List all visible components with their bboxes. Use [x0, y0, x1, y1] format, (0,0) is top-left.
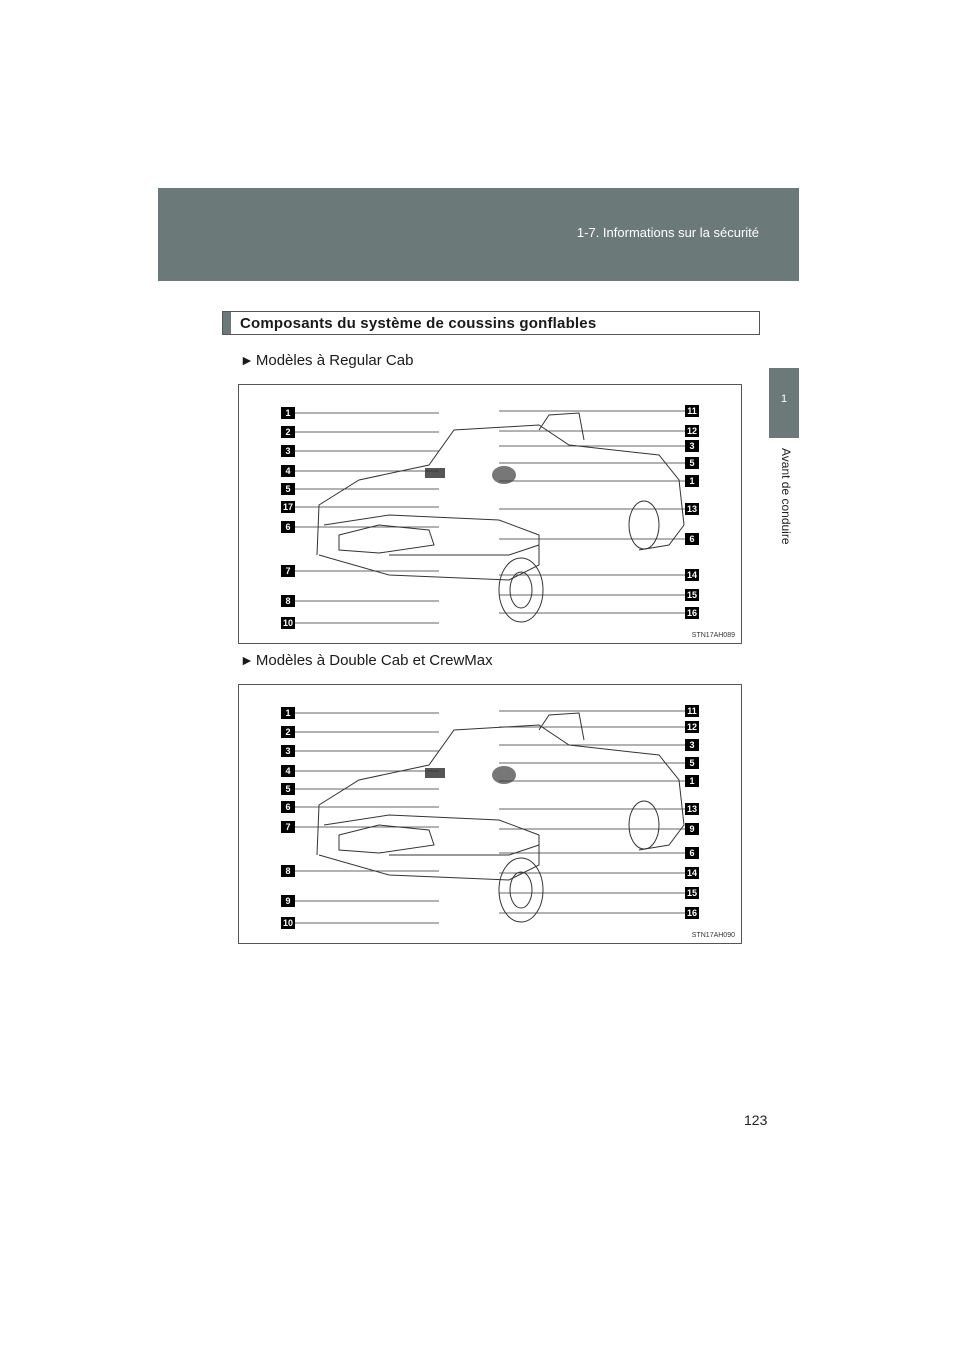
chapter-tab — [769, 368, 799, 438]
model-label-text: Modèles à Regular Cab — [255, 352, 414, 369]
truck-illustration — [239, 385, 741, 643]
truck-body-outline — [317, 725, 684, 855]
callout-label: 12 — [686, 722, 697, 732]
callout-label: 6 — [685, 533, 699, 545]
rear-wheel — [629, 801, 659, 849]
grille-outline — [339, 525, 434, 553]
truck-illustration — [239, 685, 741, 943]
rear-wheel — [629, 501, 659, 549]
header-band — [158, 188, 799, 281]
grille-outline — [339, 825, 434, 853]
callout-label: 5 — [281, 483, 295, 495]
chapter-title: Avant de conduire — [779, 448, 793, 545]
callout-label: 14 — [686, 570, 697, 580]
callout-label: 6 — [281, 801, 295, 813]
callout-label: 2 — [281, 426, 295, 438]
callout-label: 7 — [281, 565, 295, 577]
section-heading-text: Composants du système de coussins gonflables — [240, 314, 597, 332]
callout-label: 15 — [686, 888, 697, 898]
truck-front-outline — [319, 815, 539, 880]
heading-marker — [223, 312, 231, 334]
image-code: STN17AH089 — [691, 632, 735, 639]
chapter-number: 1 — [780, 393, 788, 405]
callout-label: 4 — [281, 465, 295, 477]
airbag-diagram-regular-cab — [238, 384, 742, 644]
callout-label: 3 — [685, 739, 699, 751]
sensor-block — [425, 768, 445, 778]
callout-label: 1 — [685, 475, 699, 487]
callout-label: 11 — [685, 705, 699, 717]
callout-label: 8 — [281, 865, 295, 877]
section-title: 1-7. Informations sur la sécurité — [576, 225, 759, 240]
callout-label: 8 — [281, 595, 295, 607]
callout-label: 6 — [685, 847, 699, 859]
callout-label: 3 — [685, 440, 699, 452]
callout-label: 4 — [281, 765, 295, 777]
callout-label: 13 — [686, 504, 697, 514]
callout-label: 2 — [281, 726, 295, 738]
callout-label: 11 — [685, 405, 699, 417]
callout-label: 13 — [686, 804, 697, 814]
truck-body-outline — [317, 425, 684, 555]
pointer-arrow-icon: ► — [240, 652, 254, 668]
airbag-diagram-double-cab — [238, 684, 742, 944]
callout-label: 17 — [282, 502, 293, 512]
page-number: 123 — [744, 1112, 768, 1128]
model-label-double — [240, 652, 493, 669]
front-wheel-hub — [510, 572, 532, 608]
callout-label: 10 — [282, 918, 293, 928]
callout-label: 12 — [686, 426, 697, 436]
callout-label: 6 — [281, 521, 295, 533]
callout-label: 3 — [281, 445, 295, 457]
image-code: STN17AH090 — [691, 932, 735, 939]
callout-label: 5 — [685, 757, 699, 769]
truck-front-outline — [319, 515, 539, 580]
door-frame-outline — [539, 713, 584, 740]
callout-label: 5 — [685, 457, 699, 469]
wiring-harness — [389, 545, 539, 555]
callout-label: 3 — [281, 745, 295, 757]
callout-label: 14 — [686, 868, 697, 878]
section-heading — [222, 311, 760, 335]
front-wheel — [499, 858, 543, 922]
model-label-regular — [240, 352, 413, 369]
callout-label: 16 — [686, 608, 697, 618]
callout-label: 16 — [686, 908, 697, 918]
door-frame-outline — [539, 413, 584, 440]
callout-label: 10 — [282, 618, 293, 628]
callout-label: 1 — [281, 707, 295, 719]
wiring-harness — [389, 845, 539, 855]
callout-label: 1 — [685, 775, 699, 787]
callout-label: 7 — [281, 821, 295, 833]
pointer-arrow-icon: ► — [240, 352, 254, 368]
callout-label: 9 — [281, 895, 295, 907]
front-wheel-hub — [510, 872, 532, 908]
sensor-block — [425, 468, 445, 478]
callout-label: 15 — [686, 590, 697, 600]
model-label-text: Modèles à Double Cab et CrewMax — [255, 652, 493, 669]
callout-label: 1 — [281, 407, 295, 419]
callout-label: 9 — [685, 823, 699, 835]
callout-label: 5 — [281, 783, 295, 795]
front-wheel — [499, 558, 543, 622]
